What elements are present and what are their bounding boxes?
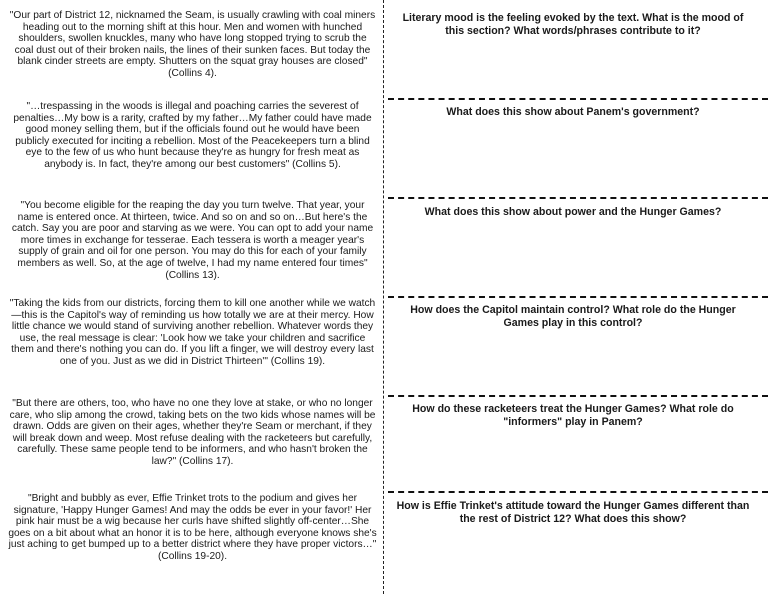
row-separator [388, 395, 768, 397]
quote-3: "You become eligible for the reaping the day you turn twelve. That year, your name is entered once. At thirteen, twice. And so on and so on…But here's the catch. Say you are poor and starving as we were. You can opt to add your name more times in exchange for tesserae. Each tessera is worth a meager year's supply of grain and oil for one person. You may do this for each of your family members as well. So, at the age of twelve, I had my name entered four times" (Collins 13). [11, 200, 374, 281]
quote-4: "Taking the kids from our districts, forcing them to kill one another while we watch—this is the Capitol's way of reminding us how totally we are at their mercy. How little chance we would stand of surviving another rebellion. Whatever words they use, the real message is clear: 'Look how we take your children and sacrifice them and there's nothing you can do. If you lift a finger, we will destroy every last one of you. Just as we did in District Thirteen'" (Collins 19). [9, 298, 376, 367]
question-2: What does this show about Panem's government? [446, 106, 700, 118]
row-separator [388, 197, 768, 199]
row-separator [388, 491, 768, 493]
quote-6: "Bright and bubbly as ever, Effie Trinket trots to the podium and gives her signature, 'Happy Hunger Games! And may the odds be ever in your favor!' Her pink hair must be a wig because her curls have shifted slightly off-center…She goes on a bit about what an honor it is to be here, although everyone knows she's just aching to get bumped up to a better district where they have proper victors…" (Collins 19-20). [8, 493, 377, 562]
question-5: How do these racketeers treat the Hunger Games? What role do "informers" play in Panem? [412, 403, 734, 428]
question-3: What does this show about power and the Hunger Games? [424, 206, 722, 218]
question-4: How does the Capitol maintain control? What role do the Hunger Games play in this control? [410, 304, 736, 329]
question-1: Literary mood is the feeling evoked by the text. What is the mood of this section? What words/phrases contribute to it? [402, 12, 744, 37]
row-separator [388, 296, 768, 298]
column-divider [383, 0, 384, 594]
question-6: How is Effie Trinket's attitude toward the Hunger Games different than the rest of District 12? What does this show? [396, 500, 750, 525]
quote-5: "But there are others, too, who have no one they love at stake, or who no longer care, who slip among the crowd, taking bets on the two kids whose names will be drawn. Odds are given on their ages, whether they're Seam or merchant, if they will break down and weep. Most refuse dealing with the racketeers but carefully, carefully. These same people tend to be informers, and who hasn't broken the law?" (Collins 17). [9, 398, 376, 467]
quote-2: "…trespassing in the woods is illegal and poaching carries the severest of penalties…My bow is a rarity, crafted by my father…My father could have made good money selling them, but if the officials found out he would have been publicly executed for inciting a rebellion. Most of the Peacekeepers turn a blind eye to the few of us who hunt because they're as hungry for fresh meat as anybody is. In fact, they're among our best customers" (Collins 5). [13, 101, 372, 170]
row-separator [388, 98, 768, 100]
quote-1: "Our part of District 12, nicknamed the Seam, is usually crawling with coal miners heading out to the morning shift at this hour. Men and women with hunched shoulders, swollen knuckles, many who have long stopped trying to scrub the coal dust out of their broken nails, the lines of their sunken faces. But today the blank cinder streets are empty. Shutters on the squat gray houses are closed" (Collins 4). [9, 10, 376, 79]
